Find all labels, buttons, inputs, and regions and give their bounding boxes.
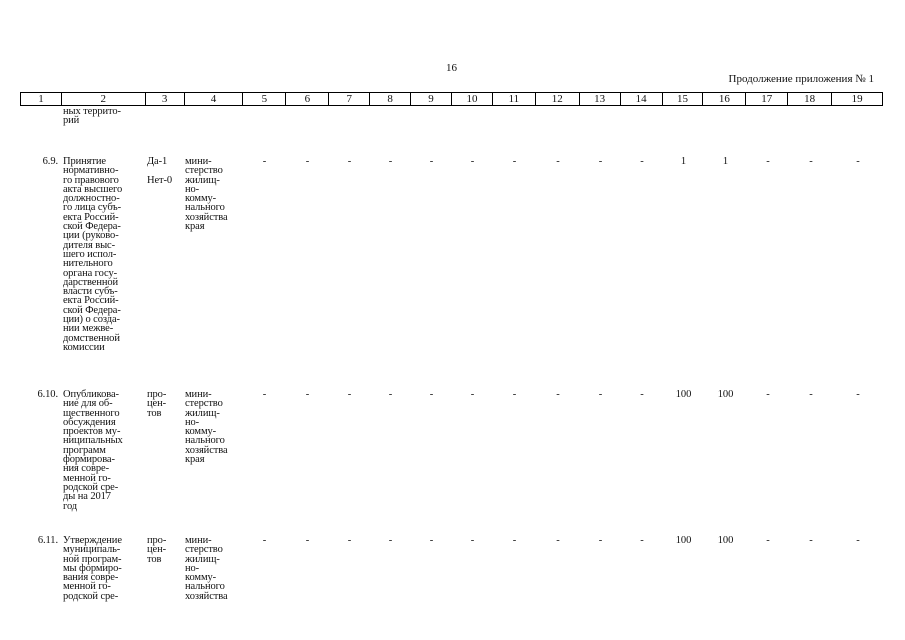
row-value-col-10: - [470,389,475,400]
row-value-col-10: - [470,156,475,167]
row-value-col-19: - [856,535,860,546]
header-col-6: 6 [286,93,329,105]
row-value-col-13: - [598,156,603,167]
row-value-col-19: - [856,156,860,167]
row-value-col-19: - [856,389,860,400]
row-unit: про- цен- тов [147,535,167,565]
header-col-8: 8 [370,93,411,105]
row-value-col-8: - [388,156,393,167]
row-number: 6.11. [37,535,58,546]
row-number: 6.10. [37,389,58,400]
row-value-col-18: - [809,389,813,400]
row-name: Опубликова- ние для об- щественного обсуждения проектов му- ниципальных программ формирова- ния совре- менной го- родской сре- ды на 2017 год [63,389,123,512]
row-value-col-16: 100 [717,535,734,546]
header-col-10: 10 [452,93,493,105]
row-value-col-12: - [556,156,560,167]
row-value-col-16: 1 [722,156,729,167]
row-value-col-17: - [766,535,770,546]
row-executor: мини- стерство жилищ- но- комму- нального хозяйства края [185,389,228,466]
header-col-14: 14 [621,93,663,105]
row-unit: про- цен- тов [147,389,167,419]
header-col-13: 13 [580,93,621,105]
row-value-col-11: - [512,156,517,167]
row-value-col-14: - [640,389,644,400]
row-value-col-13: - [598,389,603,400]
header-col-9: 9 [411,93,452,105]
row-value-col-13: - [598,535,603,546]
row-value-col-5: - [262,389,267,400]
row-value-col-7: - [347,535,352,546]
row-value-col-14: - [640,156,644,167]
row-value-col-11: - [512,535,517,546]
row-value-col-7: - [347,389,352,400]
row-value-col-16: 100 [717,389,734,400]
continuation-label: Продолжение приложения № 1 [728,73,874,85]
row-value-col-15: 100 [675,535,692,546]
row-number: 6.9. [42,156,58,167]
row-value-col-5: - [262,535,267,546]
row-value-col-6: - [305,389,310,400]
row-name: Принятие нормативно- го правового акта высшего должностно- го лица субъ- екта Россий- ской Федера- ции (руково- дителя выс- шего испол- нительного органа госу- дарственной власти субъ- екта Россий- ской Федера- ции) о созда- нии межве- домственной комиссии [63,156,123,353]
row-value-col-18: - [809,535,813,546]
row-value-col-14: - [640,535,644,546]
row-value-col-15: 100 [675,389,692,400]
row-value-col-8: - [388,535,393,546]
header-col-3: 3 [146,93,185,105]
row-value-col-11: - [512,389,517,400]
row-value-col-9: - [429,156,434,167]
row-executor: мини- стерство жилищ- но- комму- нального хозяйства края [185,156,228,233]
row-value-col-17: - [766,389,770,400]
header-col-2: 2 [62,93,146,105]
row-value-col-7: - [347,156,352,167]
row-name: ных террито- рий [63,106,121,127]
row-value-col-5: - [262,156,267,167]
row-name: Утверждение муниципаль- ной програм- мы формиро- вания совре- менной го- родской сре- [63,535,122,602]
header-col-12: 12 [536,93,580,105]
row-executor: мини- стерство жилищ- но- комму- нального хозяйства [185,535,228,602]
header-col-16: 16 [703,93,746,105]
header-col-17: 17 [746,93,788,105]
header-col-11: 11 [493,93,536,105]
header-col-1: 1 [21,93,62,105]
header-col-15: 15 [663,93,704,105]
header-col-4: 4 [185,93,244,105]
page-number: 16 [446,62,457,74]
row-value-col-15: 1 [680,156,687,167]
row-value-col-17: - [766,156,770,167]
header-col-18: 18 [788,93,832,105]
row-unit: Да-1 Нет-0 [147,156,173,186]
row-value-col-9: - [429,535,434,546]
row-value-col-8: - [388,389,393,400]
row-value-col-10: - [470,535,475,546]
row-value-col-12: - [556,389,560,400]
row-value-col-12: - [556,535,560,546]
header-col-5: 5 [243,93,286,105]
row-value-col-9: - [429,389,434,400]
row-value-col-18: - [809,156,813,167]
row-value-col-6: - [305,156,310,167]
table-header [20,92,883,106]
row-value-col-6: - [305,535,310,546]
header-col-7: 7 [329,93,370,105]
header-col-19: 19 [851,93,863,105]
